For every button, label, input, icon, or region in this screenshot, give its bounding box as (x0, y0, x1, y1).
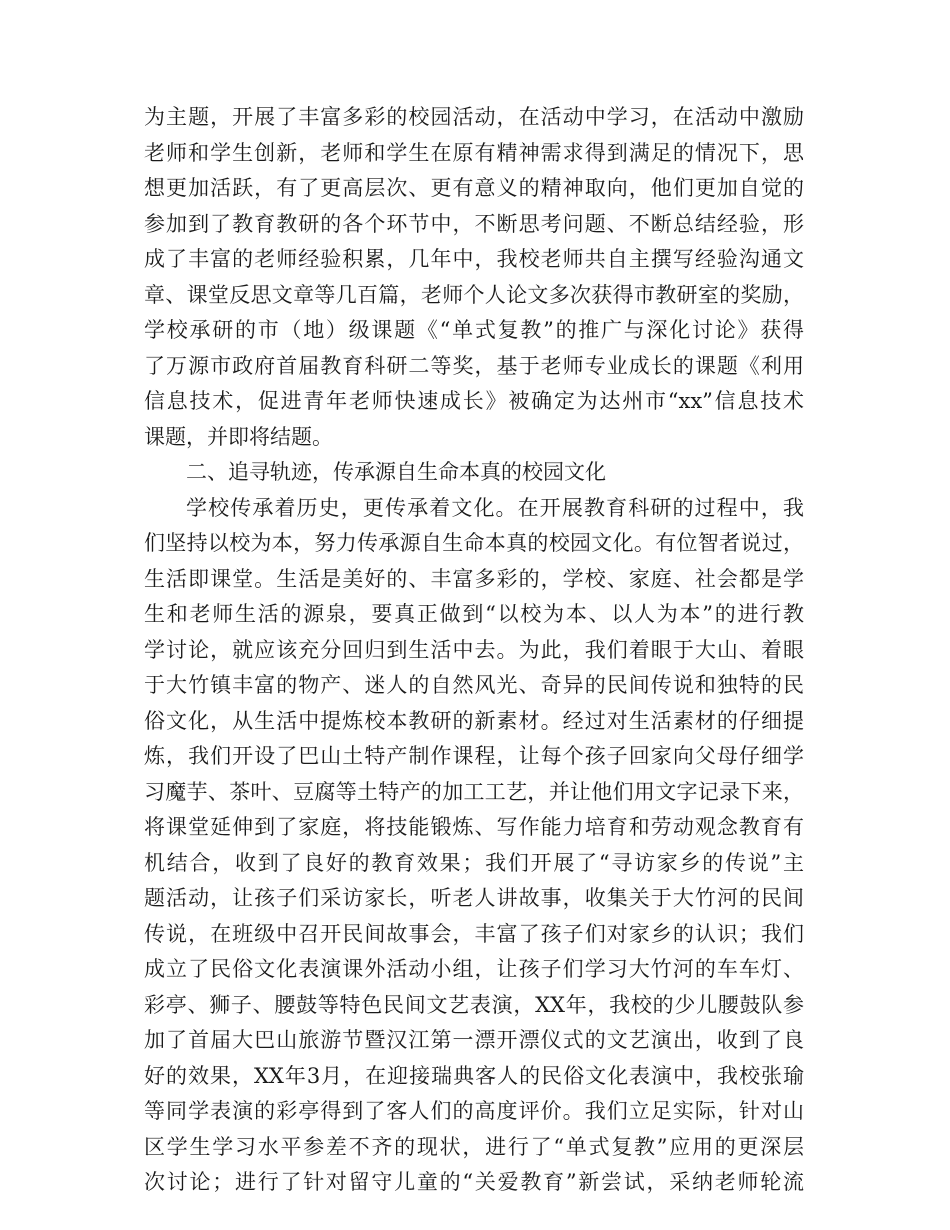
section-heading: 二、追寻轨迹，传承源自生命本真的校园文化 (186, 460, 606, 484)
text-line: 生活即课堂。生活是美好的、丰富多彩的，学校、家庭、社会都是学 (144, 566, 804, 591)
text-line: 学讨论，就应该充分回归到生活中去。为此，我们着眼于大山、着眼 (144, 637, 804, 662)
text-line: 炼，我们开设了巴山土特产制作课程，让每个孩子回家向父母仔细学 (144, 744, 804, 768)
text-line: 题活动，让孩子们采访家长，听老人讲故事，收集关于大竹河的民间 (144, 886, 804, 910)
text-line: 彩亭、狮子、腰鼓等特色民间文艺表演，XX年，我校的少儿腰鼓队参 (144, 992, 804, 1017)
text-line: 老师和学生创新，老师和学生在原有精神需求得到满足的情况下，思 (144, 140, 804, 165)
text-line: 为主题，开展了丰富多彩的校园活动，在活动中学习，在活动中激励 (144, 105, 804, 129)
text-line: 生和老师生活的源泉，要真正做到“以校为本、以人为本”的进行教 (144, 602, 804, 626)
text-line: 参加到了教育教研的各个环节中，不断思考问题、不断总结经验，形 (144, 211, 804, 236)
text-line: 了万源市政府首届教育科研二等奖，基于老师专业成长的课题《利用 (144, 353, 804, 378)
text-line: 成立了民俗文化表演课外活动小组，让孩子们学习大竹河的车车灯、 (144, 957, 804, 981)
document-body (144, 100, 804, 1201)
text-line: 等同学表演的彩亭得到了客人们的高度评价。我们立足实际，针对山 (144, 1099, 804, 1123)
text-line: 传说，在班级中召开民间故事会，丰富了孩子们对家乡的认识；我们 (144, 921, 804, 946)
text-line: 想更加活跃，有了更高层次、更有意义的精神取向，他们更加自觉的 (144, 176, 804, 200)
text-line: 学校承研的市（地）级课题《“单式复教”的推广与深化讨论》获得 (144, 318, 804, 342)
text-line: 信息技术，促进青年老师快速成长》被确定为达州市“xx”信息技术 (144, 389, 804, 413)
text-line: 区学生学习水平参差不齐的现状，进行了“单式复教”应用的更深层 (144, 1134, 804, 1159)
text-line: 成了丰富的老师经验积累，几年中，我校老师共自主撰写经验沟通文 (144, 247, 804, 271)
text-line: 机结合，收到了良好的教育效果；我们开展了“寻访家乡的传说”主 (144, 850, 804, 875)
text-line: 将课堂延伸到了家庭，将技能锻炼、写作能力培育和劳动观念教育有 (144, 815, 804, 839)
paragraph-2 (144, 491, 804, 1201)
text-line: 俗文化，从生活中提炼校本教研的新素材。经过对生活素材的仔细提 (144, 708, 804, 733)
text-line: 次讨论；进行了针对留守儿童的“关爱教育”新尝试，采纳老师轮流 (144, 1170, 804, 1194)
text-line: 课题，并即将结题。 (144, 424, 333, 449)
text-line: 好的效果，XX年3月，在迎接瑞典客人的民俗文化表演中，我校张瑜 (144, 1063, 804, 1088)
text-line: 们坚持以校为本，努力传承源自生命本真的校园文化。有位智者说过， (144, 531, 804, 555)
text-line: 加了首届大巴山旅游节暨汉江第一漂开漂仪式的文艺演出，收到了良 (144, 1028, 804, 1052)
text-line: 学校传承着历史，更传承着文化。在开展教育科研的过程中，我 (186, 495, 804, 520)
text-line: 章、课堂反思文章等几百篇，老师个人论文多次获得市教研室的奖励， (144, 282, 804, 307)
text-line: 于大竹镇丰富的物产、迷人的自然风光、奇异的民间传说和独特的民 (144, 673, 804, 697)
paragraph-1 (144, 100, 804, 455)
text-line: 习魔芋、茶叶、豆腐等土特产的加工工艺，并让他们用文字记录下来， (144, 779, 804, 804)
